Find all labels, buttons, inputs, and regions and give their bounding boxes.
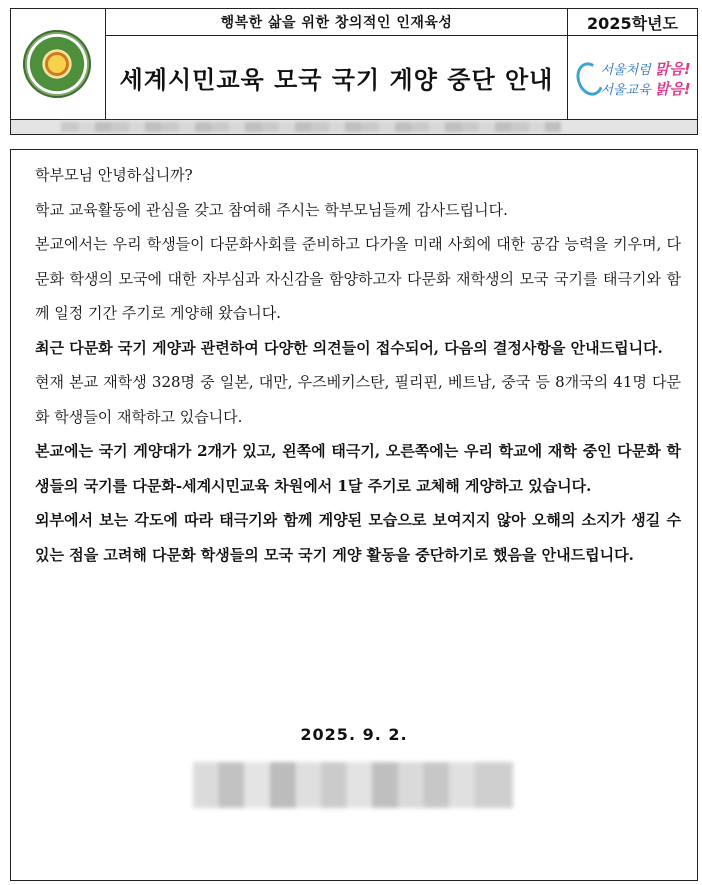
paragraph-flagpoles: 본교에는 국기 게양대가 2개가 있고, 왼쪽에 태극기, 오른쪽에는 우리 학교에 재학 중인 다문화 학생들의 국기를 다문화-세계시민교육 차원에서 1달 주기로 교체해 게양하고 있습니다. — [35, 442, 681, 495]
emblem-center — [45, 52, 69, 76]
redacted-contact-info — [61, 122, 561, 132]
paragraph-suspension: 외부에서 보는 각도에 따라 태극기와 함께 게양된 모습으로 보여지지 않아 오해의 소지가 생길 수 있는 점을 고려해 다문화 학생들의 모국 국기 게양 활동을 중단하기로 했음을 안내드립니다. — [35, 511, 681, 564]
paragraph-background: 본교에서는 우리 학생들이 다문화사회를 준비하고 다가올 미래 사회에 대한 공감 능력을 키우며, 다문화 학생의 모국에 대한 자부심과 자신감을 함양하고자 다문화 재학생의 모국 국기를 태극기와 함께 일정 기간 주기로 게양해 왔습니다. — [35, 235, 681, 322]
notice-body — [10, 149, 698, 881]
slogan-line-2-emph: 밝음! — [654, 79, 691, 98]
school-logo-cell — [11, 9, 106, 119]
notice-date: 2025. 9. 2. — [300, 725, 408, 744]
greeting: 학부모님 안녕하십니까? — [35, 166, 193, 184]
school-emblem-icon — [23, 30, 91, 98]
slogan-line-1 — [601, 58, 691, 79]
school-year: 2025학년도 — [568, 9, 697, 36]
notice-text — [35, 158, 681, 572]
paragraph-thanks: 학교 교육활동에 관심을 갖고 참여해 주시는 학부모님들께 감사드립니다. — [35, 200, 508, 219]
slogan-line-2 — [601, 78, 691, 99]
slogan-logo — [577, 56, 689, 100]
slogan-line-2-prefix: 서울교육 — [600, 82, 655, 98]
slogan-line-1-prefix: 서울처럼 — [600, 62, 655, 78]
redacted-signature — [193, 762, 513, 808]
document-header — [10, 8, 698, 135]
document-title: 세계시민교육 모국 국기 게양 중단 안내 — [106, 36, 568, 119]
slogan-line-1-emph: 맑음! — [654, 59, 691, 78]
paragraph-enrollment: 현재 본교 재학생 328명 중 일본, 대만, 우즈베키스탄, 필리핀, 베트남, 중국 등 8개국의 41명 다문화 학생들이 재학하고 있습니다. — [35, 373, 681, 426]
education-slogan — [568, 36, 697, 119]
school-motto: 행복한 삶을 위한 창의적인 인재육성 — [106, 9, 568, 36]
redacted-info-bar — [11, 119, 697, 134]
paragraph-decision-intro: 최근 다문화 국기 게양과 관련하여 다양한 의견들이 접수되어, 다음의 결정사항을 안내드립니다. — [35, 338, 663, 357]
